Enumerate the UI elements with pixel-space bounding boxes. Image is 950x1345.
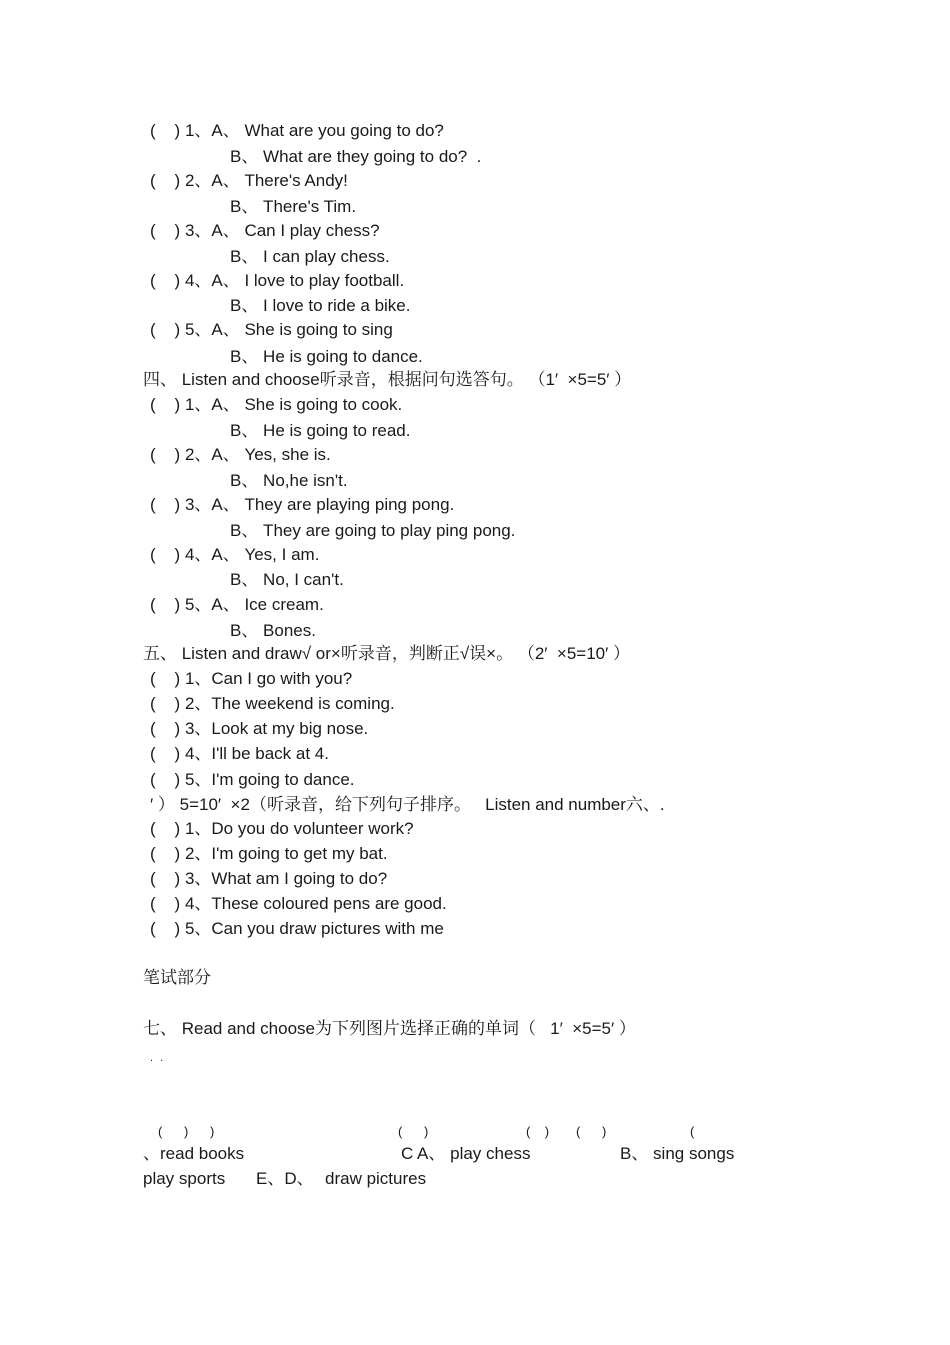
s4-q4-option-a: ( ) 4、A、 Yes, I am.	[150, 545, 320, 564]
s4-q5-option-b: B、 Bones.	[230, 621, 316, 640]
s7-paren-5: (	[690, 1124, 695, 1139]
s4-q3-option-a: ( ) 3、A、 They are playing ping pong.	[150, 495, 455, 514]
s7-paren-3: ( )	[526, 1124, 550, 1139]
s7-option-sing-songs: B、 sing songs	[620, 1144, 735, 1163]
s4-q2-option-b: B、 No,he isn't.	[230, 471, 348, 490]
s3-q4-option-b: B、 I love to ride a bike.	[230, 296, 411, 315]
s4-q2-option-a: ( ) 2、A、 Yes, she is.	[150, 445, 331, 464]
s7-paren-2: ( )	[398, 1124, 429, 1139]
section5-heading: 五、 Listen and draw√ or×听录音，判断正√误×。 （2′ ×5=10′ ）	[143, 644, 631, 663]
s7-option-play-chess: C A、 play chess	[401, 1144, 531, 1163]
s6-item-5: ( ) 5、Can you draw pictures with me	[150, 919, 444, 938]
s4-q4-option-b: B、 No, I can't.	[230, 570, 344, 589]
s4-q1-option-a: ( ) 1、A、 She is going to cook.	[150, 395, 403, 414]
s3-q3-option-b: B、 I can play chess.	[230, 247, 390, 266]
s3-q5-option-a: ( ) 5、A、 She is going to sing	[150, 320, 393, 339]
section6-heading: ′ ） 5=10′ ×2（听录音，给下列句子排序。 Listen and number六、.	[150, 795, 665, 814]
section7-dots: . .	[150, 1052, 166, 1064]
s3-q1-option-b: B、 What are they going to do? .	[230, 147, 482, 166]
s3-q4-option-a: ( ) 4、A、 I love to play football.	[150, 271, 405, 290]
s4-q1-option-b: B、 He is going to read.	[230, 421, 411, 440]
s7-option-read-books: 、read books	[143, 1144, 245, 1163]
s3-q1-option-a: ( ) 1、A、 What are you going to do?	[150, 121, 444, 140]
s3-q5-option-b: B、 He is going to dance.	[230, 347, 423, 366]
s3-q3-option-a: ( ) 3、A、 Can I play chess?	[150, 221, 380, 240]
s5-item-4: ( ) 4、I'll be back at 4.	[150, 744, 329, 763]
s5-item-5: ( ) 5、I'm going to dance.	[150, 770, 355, 789]
s7-option-labels-e-d: E、D、	[256, 1169, 314, 1188]
s4-q5-option-a: ( ) 5、A、 Ice cream.	[150, 595, 324, 614]
s5-item-3: ( ) 3、Look at my big nose.	[150, 719, 369, 738]
s6-item-1: ( ) 1、Do you do volunteer work?	[150, 819, 414, 838]
s4-q3-option-b: B、 They are going to play ping pong.	[230, 521, 516, 540]
written-part-title: 笔试部分	[143, 968, 211, 987]
s7-option-draw-pictures: draw pictures	[325, 1169, 427, 1188]
s7-option-play-sports: play sports	[143, 1169, 226, 1188]
s6-item-3: ( ) 3、What am I going to do?	[150, 869, 388, 888]
section7-heading: 七、 Read and choose为下列图片选择正确的单词（ 1′ ×5=5′ ）	[143, 1019, 636, 1038]
s6-item-4: ( ) 4、These coloured pens are good.	[150, 894, 447, 913]
s6-item-2: ( ) 2、I'm going to get my bat.	[150, 844, 388, 863]
s7-paren-1: ( ) )	[158, 1124, 215, 1139]
section4-heading: 四、 Listen and choose听录音，根据问句选答句。 （1′ ×5=5′ ）	[143, 370, 632, 389]
s7-paren-4: ( )	[576, 1124, 607, 1139]
s5-item-1: ( ) 1、Can I go with you?	[150, 669, 353, 688]
s3-q2-option-b: B、 There's Tim.	[230, 197, 357, 216]
s3-q2-option-a: ( ) 2、A、 There's Andy!	[150, 171, 348, 190]
s5-item-2: ( ) 2、The weekend is coming.	[150, 694, 395, 713]
